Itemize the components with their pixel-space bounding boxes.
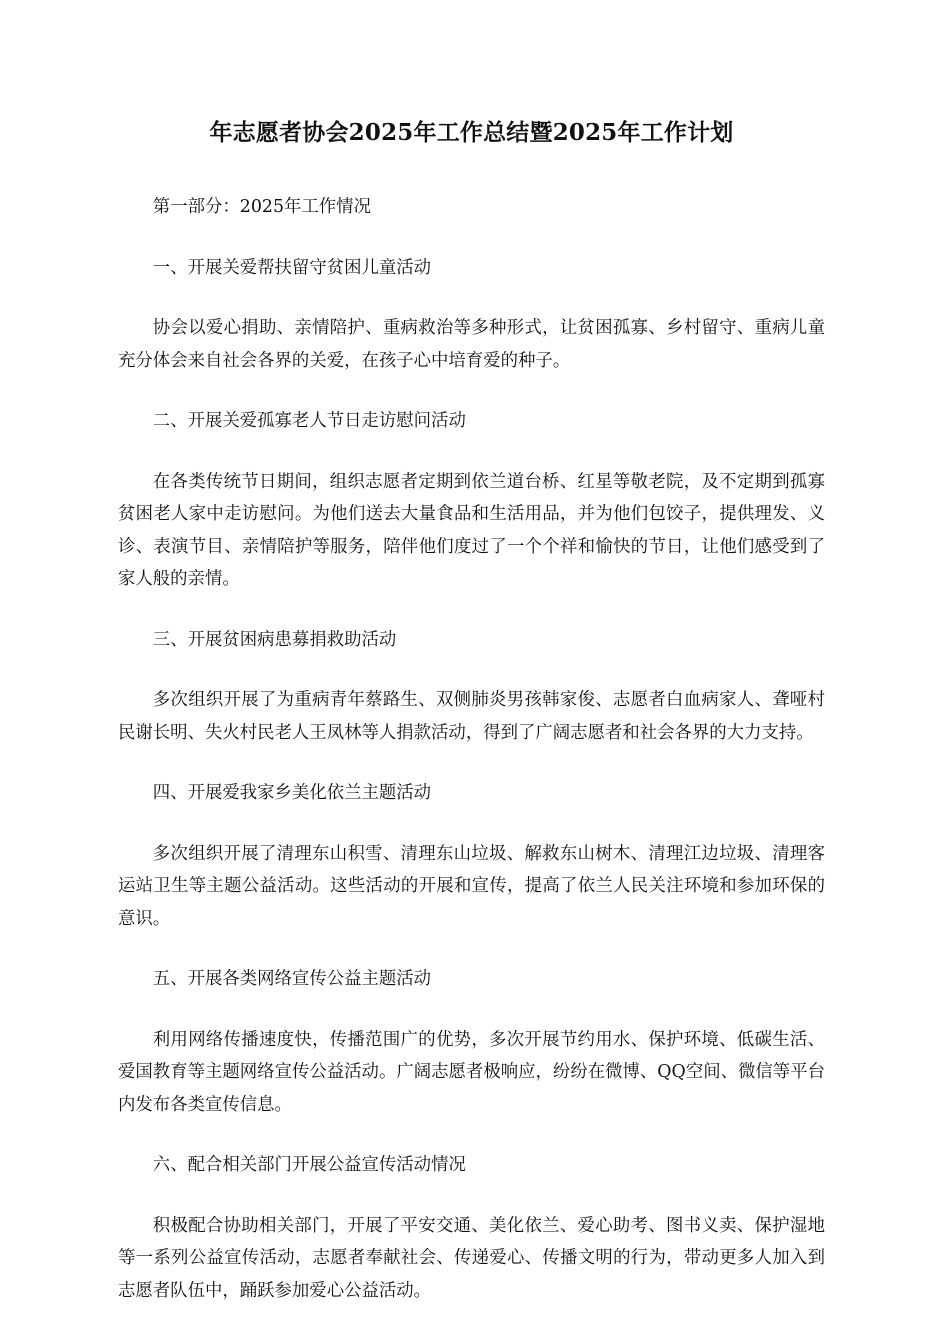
section-body-1: 协会以爱心捐助、亲情陪护、重病救治等多种形式，让贫困孤寡、乡村留守、重病儿童充分体会来自社会各界的关爱，在孩子心中培育爱的种子。: [118, 318, 825, 371]
document-title: 年志愿者协会2025年工作总结暨2025年工作计划: [209, 119, 734, 146]
section-body-2: 在各类传统节日期间，组织志愿者定期到依兰道台桥、红星等敬老院，及不定期到孤寡贫困老人家中走访慰问。为他们送去大量食品和生活用品，并为他们包饺子，提供理发、义诊、表演节目、亲情陪护等服务，陪伴他们度过了一个个祥和愉快的节日，让他们感受到了家人般的亲情。: [118, 471, 825, 589]
section-heading-1: 一、开展关爱帮扶留守贫困儿童活动: [152, 257, 432, 278]
section-body-4: 多次组织开展了清理东山积雪、清理东山垃圾、解救东山树木、清理江边垃圾、清理客运站卫生等主题公益活动。这些活动的开展和宣传，提高了依兰人民关注环境和参加环保的意识。: [118, 843, 825, 929]
section-heading-2: 二、开展关爱孤寡老人节日走访慰问活动: [152, 411, 466, 431]
section-body-5: 利用网络传播速度快，传播范围广的优势，多次开展节约用水、保护环境、低碳生活、爱国教育等主题网络宣传公益活动。广阔志愿者极响应，纷纷在微博、QQ空间、微信等平台内发布各类宣传信息。: [118, 1029, 825, 1115]
section-heading-5: 五、开展各类网络宣传公益主题活动: [152, 969, 432, 989]
section-heading-6: 六、配合相关部门开展公益宣传活动情况: [152, 1155, 466, 1175]
section-heading-4: 四、开展爱我家乡美化依兰主题活动: [152, 783, 432, 803]
section-body-6: 积极配合协助相关部门，开展了平安交通、美化依兰、爱心助考、图书义卖、保护湿地等一系列公益宣传活动，志愿者奉献社会、传递爱心、传播文明的行为，带动更多人加入到志愿者队伍中，踊跃参加爱心公益活动。: [118, 1215, 825, 1301]
section-body-3: 多次组织开展了为重病青年蔡路生、双侧肺炎男孩韩家俊、志愿者白血病家人、聋哑村民谢长明、失火村民老人王凤林等人捐款活动，得到了广阔志愿者和社会各界的大力支持。: [118, 690, 825, 743]
section-heading-3: 三、开展贫困病患募捐救助活动: [152, 629, 397, 650]
part-heading: 第一部分：2025年工作情况: [152, 197, 371, 217]
